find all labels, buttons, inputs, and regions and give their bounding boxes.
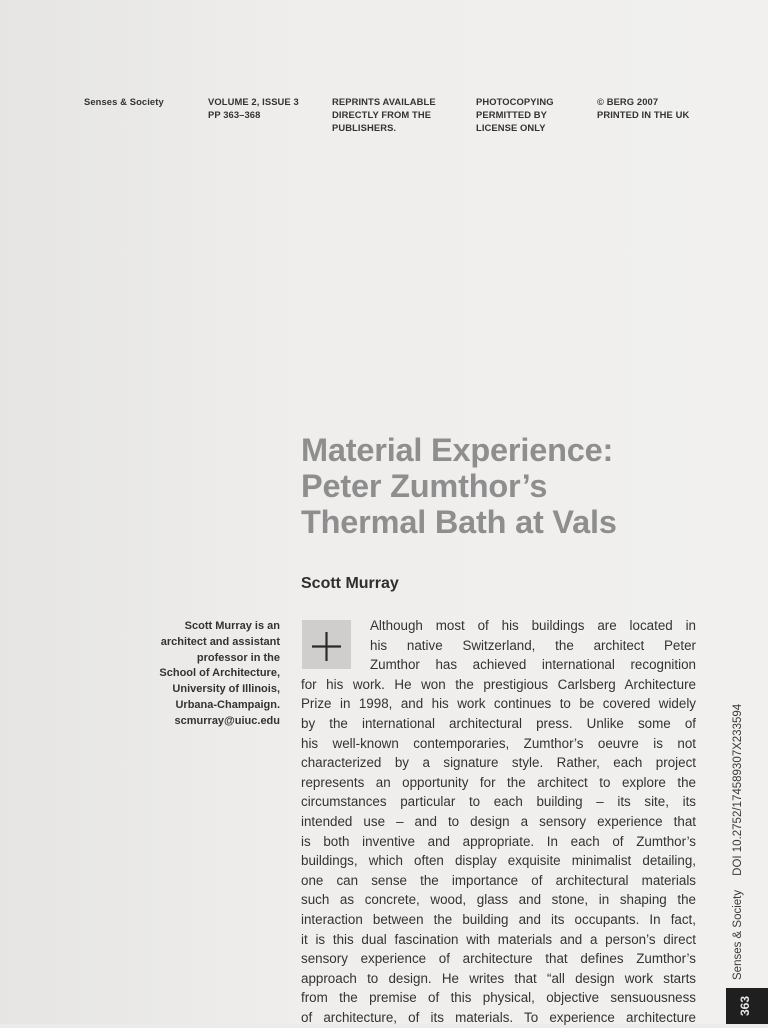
body-line: Although most of his buildings are located in [370, 618, 696, 633]
article-title-line: Thermal Bath at Vals [301, 504, 617, 540]
masthead-volume [208, 95, 299, 121]
masthead-printed-line: PRINTED IN THE UK [597, 109, 690, 120]
sidebar-journal-name: Senses & Society [732, 889, 744, 980]
body-line: interaction between the building and its occupants. In fact, [301, 912, 696, 927]
body-line: is both inventive and appropriate. In each of Zumthor’s [301, 833, 696, 849]
body-line: approach to design. He writes that “all design work starts [301, 970, 696, 986]
masthead-pages: PP 363–368 [208, 109, 261, 120]
author-email: scmurray@uiuc.edu [174, 714, 280, 727]
article-author: Scott Murray [301, 575, 399, 592]
bio-line: School of Architecture, [159, 667, 280, 680]
page-number: 363 [738, 995, 752, 1016]
body-line: one can sense the importance of architectural materials [301, 872, 696, 888]
masthead-photocopy-line: PHOTOCOPYING [476, 96, 554, 107]
body-line: buildings, which often display exquisite minimalist detailing, [301, 853, 696, 869]
masthead-reprints [332, 95, 436, 134]
body-line: represents an opportunity for the architect to explore the [301, 774, 696, 790]
body-line: sensory experience of architecture that defines Zumthor’s [301, 951, 696, 967]
bio-line: Scott Murray is an [184, 620, 280, 632]
body-line: circumstances particular to each building – its site, its [301, 794, 696, 810]
article-body [0, 616, 768, 1024]
body-line: Zumthor has achieved international recognition [370, 657, 696, 673]
bio-line: Urbana-Champaign. [175, 698, 280, 711]
masthead-reprints-line: REPRINTS AVAILABLE [332, 96, 436, 107]
body-line: characterized by a signature style. Rather, each project [301, 755, 696, 771]
masthead-journal-text: Senses & Society [84, 96, 164, 107]
masthead-volume-issue: VOLUME 2, ISSUE 3 [208, 96, 299, 107]
body-line: his native Switzerland, the architect Peter [370, 637, 696, 653]
bio-line: architect and assistant [160, 635, 280, 648]
body-line: from the premise of this physical, objective sensuousness [301, 990, 696, 1006]
body-line: for his work. He won the prestigious Carlsberg Architecture [301, 676, 696, 692]
masthead-photocopy-line: LICENSE ONLY [476, 122, 546, 133]
vertical-journal-doi [732, 704, 744, 980]
masthead-reprints-line: DIRECTLY FROM THE [332, 109, 432, 120]
body-line: intended use – and to design a sensory experience that [301, 814, 696, 829]
masthead-copyright [597, 95, 689, 121]
body-line: Prize in 1998, and his work continues to be covered widely [301, 696, 696, 712]
masthead-photocopying [476, 95, 554, 134]
article-title-line: Peter Zumthor’s [301, 468, 548, 504]
body-line: of architecture, of its materials. To experience architecture [301, 1010, 696, 1025]
body-line: it is this dual fascination with materials and a person’s direct [301, 931, 696, 947]
doi-identifier: DOI 10.2752/174589307X233594 [732, 703, 744, 876]
masthead-photocopy-line: PERMITTED BY [476, 109, 547, 120]
journal-masthead [0, 95, 768, 135]
page-number-tab [726, 988, 768, 1024]
article-title-line: Material Experience: [301, 432, 614, 468]
masthead-journal-name [84, 95, 164, 108]
body-line: such as concrete, wood, glass and stone, in shaping the [301, 892, 696, 908]
body-line: by the international architectural press. Unlike some of [301, 716, 696, 731]
bio-line: University of Illinois, [172, 683, 280, 696]
bio-line: professor in the [196, 651, 280, 664]
article-title [301, 432, 721, 540]
masthead-reprints-line: PUBLISHERS. [332, 122, 397, 133]
masthead-copyright-line: © BERG 2007 [597, 96, 659, 107]
body-line: his well-known contemporaries, Zumthor’s oeuvre is not [301, 735, 696, 751]
